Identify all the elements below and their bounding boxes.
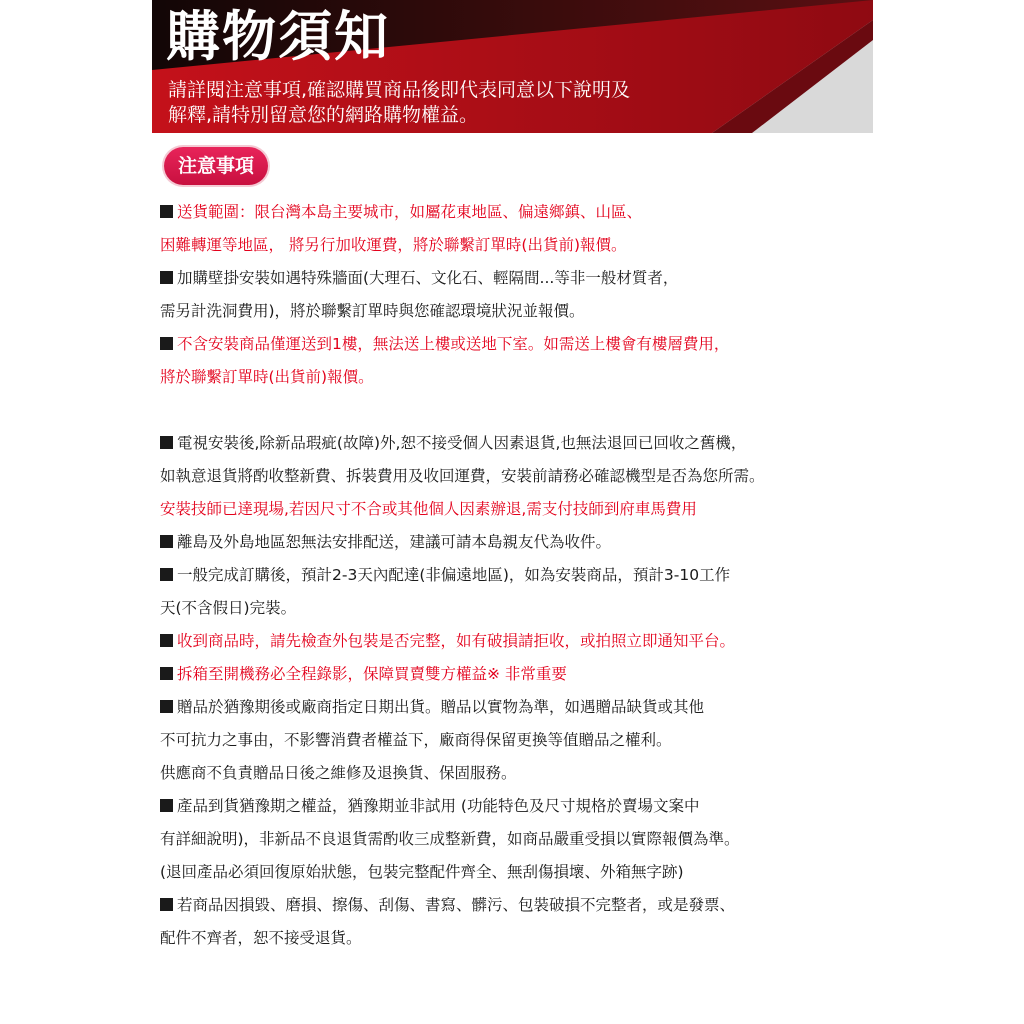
note-text: 收到商品時，請先檢查外包裝是否完整，如有破損請拒收，或拍照立即通知平台。 [177, 632, 736, 650]
note-text: 安裝技師已達現場,若因尺寸不合或其他個人因素辦退,需支付技師到府車馬費用 [160, 500, 697, 518]
note-text: 供應商不負責贈品日後之維修及退換貨、保固服務。 [160, 764, 517, 782]
bullet-square-icon [160, 898, 173, 911]
note-text: 離島及外島地區恕無法安排配送，建議可請本島親友代為收件。 [177, 533, 612, 551]
subtitle-line-1: 請詳閱注意事項,確認購買商品後即代表同意以下說明及 [168, 79, 631, 101]
bullet-square-icon [160, 535, 173, 548]
note-line [160, 823, 880, 856]
note-text: 產品到貨猶豫期之權益，猶豫期並非試用 (功能特色及尺寸規格於賣場文案中 [177, 797, 700, 815]
note-line [160, 757, 880, 790]
note-text: 不可抗力之事由，不影響消費者權益下，廠商得保留更換等值贈品之權利。 [160, 731, 672, 749]
note-line [160, 196, 880, 229]
note-text: 送貨範圍：限台灣本島主要城市，如屬花東地區、偏遠鄉鎮、山區、 [177, 203, 643, 221]
note-line [160, 295, 880, 328]
note-line [160, 361, 880, 394]
page-title: 購物須知 [166, 5, 390, 68]
note-line [160, 889, 880, 922]
note-line [160, 790, 880, 823]
notes-list [160, 196, 880, 955]
bullet-square-icon [160, 271, 173, 284]
bullet-square-icon [160, 634, 173, 647]
note-text: 電視安裝後,除新品瑕疵(故障)外,恕不接受個人因素退貨,也無法退回已回收之舊機， [177, 434, 747, 452]
note-line [160, 262, 880, 295]
bullet-square-icon [160, 337, 173, 350]
bullet-square-icon [160, 436, 173, 449]
note-line [160, 427, 880, 460]
header-banner [152, 0, 873, 133]
note-text: (退回產品必須回復原始狀態，包裝完整配件齊全、無刮傷損壞、外箱無字跡) [160, 863, 684, 881]
note-line [160, 922, 880, 955]
note-text: 有詳細說明)，非新品不良退貨需酌收三成整新費，如商品嚴重受損以實際報價為準。 [160, 830, 740, 848]
note-text: 贈品於猶豫期後或廠商指定日期出貨。贈品以實物為準，如遇贈品缺貨或其他 [177, 698, 705, 716]
note-line [160, 526, 880, 559]
bullet-square-icon [160, 205, 173, 218]
section-badge: 注意事項 [164, 147, 268, 185]
note-text: 配件不齊者，恕不接受退貨。 [160, 929, 362, 947]
note-text: 加購壁掛安裝如遇特殊牆面(大理石、文化石、輕隔間...等非一般材質者， [177, 269, 679, 287]
note-line [160, 460, 880, 493]
note-text: 將於聯繫訂單時(出貨前)報價。 [160, 368, 374, 386]
bullet-square-icon [160, 799, 173, 812]
note-line [160, 592, 880, 625]
note-line [160, 856, 880, 889]
page-subtitle [168, 78, 748, 128]
bullet-square-icon [160, 568, 173, 581]
note-line [160, 625, 880, 658]
note-text: 困難轉運等地區， 將另行加收運費，將於聯繫訂單時(出貨前)報價。 [160, 236, 627, 254]
subtitle-line-2: 解釋,請特別留意您的網路購物權益。 [168, 104, 479, 126]
note-text: 天(不含假日)完裝。 [160, 599, 297, 617]
note-line [160, 724, 880, 757]
note-text: 拆箱至開機務必全程錄影，保障買賣雙方權益※ 非常重要 [177, 665, 567, 683]
note-text: 如執意退貨將酌收整新費、拆裝費用及收回運費，安裝前請務必確認機型是否為您所需。 [160, 467, 765, 485]
bullet-square-icon [160, 700, 173, 713]
note-line [160, 658, 880, 691]
note-text: 需另計洗洞費用)，將於聯繫訂單時與您確認環境狀況並報價。 [160, 302, 585, 320]
note-line [160, 559, 880, 592]
note-line [160, 691, 880, 724]
note-line [160, 493, 880, 526]
note-text: 一般完成訂購後，預計2-3天內配達(非偏遠地區)，如為安裝商品，預計3-10工作 [177, 566, 731, 584]
bullet-square-icon [160, 667, 173, 680]
note-line [160, 328, 880, 361]
note-line [160, 229, 880, 262]
spacer-line [160, 394, 880, 427]
note-text: 若商品因損毀、磨損、擦傷、刮傷、書寫、髒污、包裝破損不完整者，或是發票、 [177, 896, 736, 914]
note-text: 不含安裝商品僅運送到1樓，無法送上樓或送地下室。如需送上樓會有樓層費用， [177, 335, 730, 353]
